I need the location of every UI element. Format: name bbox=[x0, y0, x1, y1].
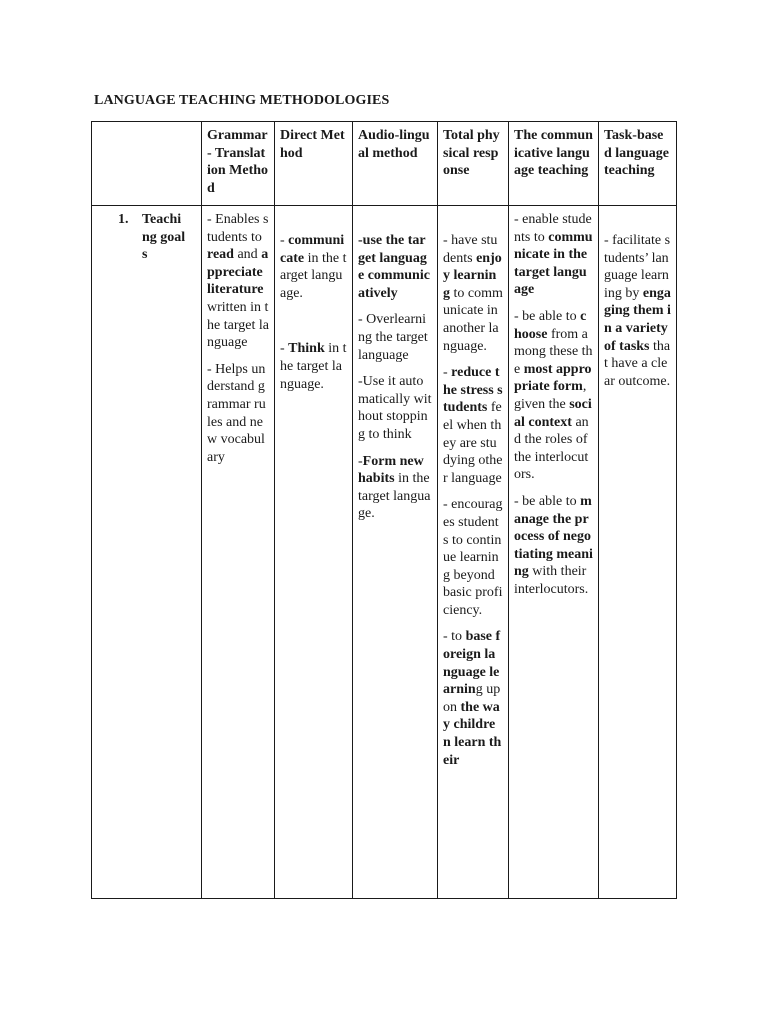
cell-paragraph bbox=[358, 453, 432, 523]
text: - encourages students to continue learning beyond basic proficiency. bbox=[443, 497, 503, 618]
text: -Use it automatically without stopping to think bbox=[358, 374, 432, 442]
methodologies-table bbox=[91, 121, 677, 899]
document-title: LANGUAGE TEACHING METHODOLOGIES bbox=[94, 93, 390, 108]
text: - be able to bbox=[514, 308, 581, 324]
bold-text: the way children learn their bbox=[443, 699, 502, 768]
cell-gtm-goals bbox=[202, 206, 275, 899]
row-number: 1. bbox=[118, 212, 129, 227]
bold-text: social context bbox=[514, 396, 592, 430]
bold-text: appreciate literature bbox=[207, 247, 269, 298]
cell-paragraph bbox=[207, 361, 269, 467]
text: that have a clear outcome. bbox=[604, 338, 671, 389]
cell-tbl-goals bbox=[599, 206, 677, 899]
text: - be able to bbox=[514, 493, 581, 509]
text: - enable students to bbox=[514, 212, 592, 245]
bold-text: base foreign language learnin bbox=[443, 629, 501, 698]
cell-paragraph bbox=[514, 211, 593, 299]
text: - Enables students to bbox=[207, 212, 269, 245]
text: - bbox=[358, 453, 363, 469]
text: written in the target language bbox=[207, 299, 269, 351]
text: - bbox=[280, 341, 289, 357]
text: and the roles of the interlocutors. bbox=[514, 414, 589, 483]
bold-text: -use the target language communicatively bbox=[358, 233, 430, 301]
header-grammar-translation: Grammar - Translation Method bbox=[202, 122, 275, 206]
text: and bbox=[233, 247, 262, 263]
text: - to bbox=[443, 629, 466, 645]
cell-paragraph bbox=[443, 496, 503, 619]
bold-text: manage the process of negotiating meaning bbox=[514, 493, 593, 580]
text: g upon bbox=[443, 682, 501, 715]
bold-text: enjoy learning bbox=[443, 250, 502, 301]
text: - Overlearning the target language bbox=[358, 312, 428, 363]
cell-paragraph bbox=[358, 311, 432, 364]
cell-paragraph bbox=[443, 232, 503, 355]
bold-text: engaging them in a variety of tasks bbox=[604, 285, 671, 354]
cell-audio-goals bbox=[353, 206, 438, 899]
text: - bbox=[280, 233, 289, 248]
bold-text: communicate in the target language bbox=[514, 229, 593, 298]
bold-text: choose bbox=[514, 308, 587, 342]
bold-text: Form new habits bbox=[358, 453, 424, 487]
cell-paragraph bbox=[604, 232, 671, 390]
bold-text: most appropriate form bbox=[514, 361, 592, 395]
header-audio-lingual: Audio-lingual method bbox=[353, 122, 438, 206]
cell-paragraph bbox=[514, 308, 593, 484]
header-cell-empty bbox=[92, 122, 202, 206]
row-label-cell bbox=[92, 206, 202, 899]
bold-text: read bbox=[207, 247, 234, 263]
cell-direct-goals bbox=[275, 206, 353, 899]
text: - bbox=[443, 365, 452, 381]
text: - Helps understand grammar rules and new vocabulary bbox=[207, 361, 266, 465]
cell-paragraph bbox=[358, 373, 432, 443]
cell-paragraph bbox=[207, 211, 269, 352]
text: in the target language. bbox=[280, 341, 347, 392]
text: in the target language. bbox=[280, 250, 347, 301]
cell-tpr-goals bbox=[438, 206, 509, 899]
text: to communicate in another language. bbox=[443, 285, 503, 354]
header-communicative-language-teaching: The communicative language teaching bbox=[509, 122, 599, 206]
text: - have students bbox=[443, 233, 498, 266]
cell-paragraph bbox=[443, 364, 503, 487]
header-direct-method: Direct Method bbox=[275, 122, 353, 206]
cell-paragraph bbox=[280, 232, 347, 302]
cell-paragraph bbox=[514, 493, 593, 599]
text: feel when they are studying other language bbox=[443, 400, 503, 486]
row-label: Teaching goals bbox=[142, 212, 186, 263]
text: , given the bbox=[514, 379, 587, 412]
bold-text: Think bbox=[288, 341, 325, 357]
header-task-based-teaching: Task-based language teaching bbox=[599, 122, 677, 206]
cell-clt-goals bbox=[509, 206, 599, 899]
bold-text: reduce the stress students bbox=[443, 365, 503, 416]
cell-paragraph bbox=[443, 628, 503, 769]
text: - facilitate students’ language learning by bbox=[604, 233, 671, 301]
cell-paragraph bbox=[358, 232, 432, 302]
header-total-physical-response: Total physical response bbox=[438, 122, 509, 206]
table-header-row bbox=[92, 122, 677, 206]
cell-paragraph bbox=[280, 340, 347, 393]
bold-text: communicate bbox=[280, 233, 345, 266]
text: from among these the bbox=[514, 326, 593, 377]
text: in the target language. bbox=[358, 471, 431, 522]
text: with their interlocutors. bbox=[514, 564, 589, 597]
table-row bbox=[92, 206, 677, 899]
